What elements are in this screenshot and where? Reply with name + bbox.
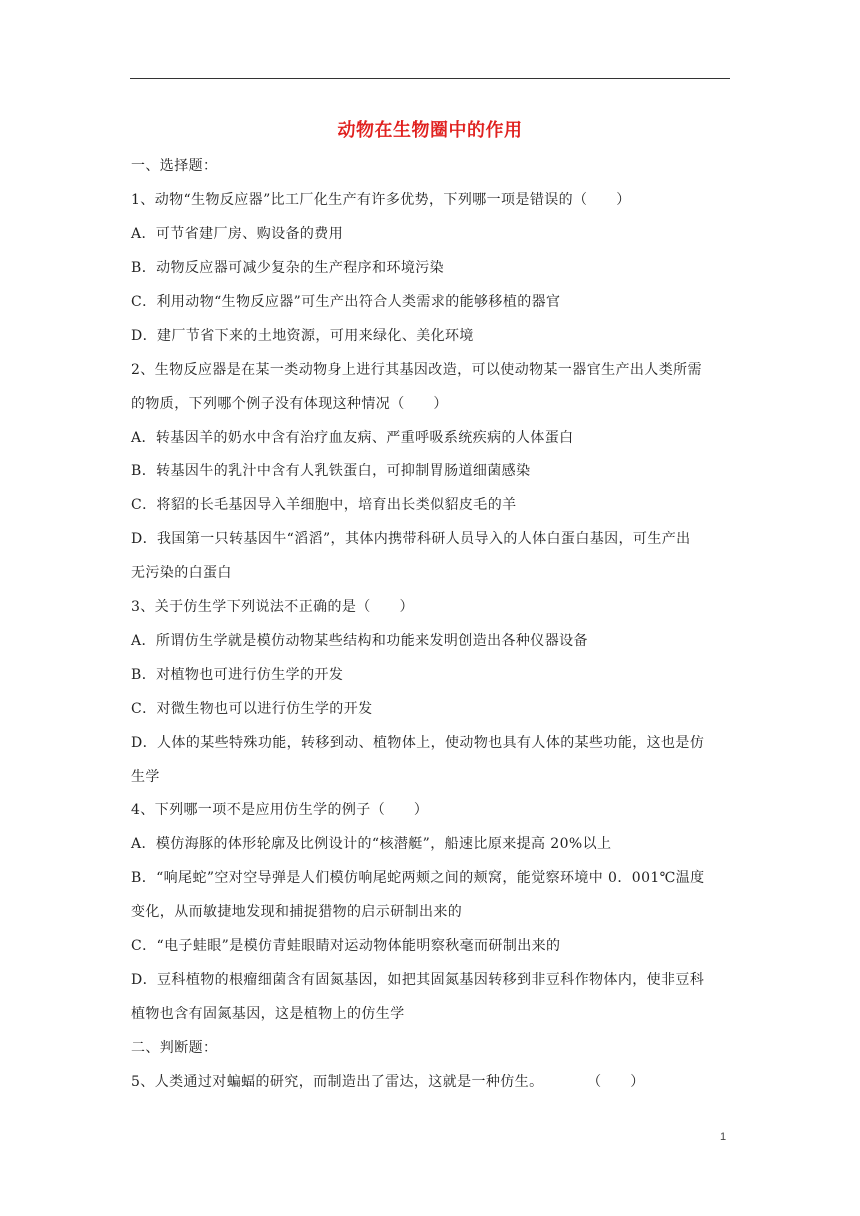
header-rule (130, 78, 730, 79)
question-2-option-a: A．转基因羊的奶水中含有治疗血友病、严重呼吸系统疾病的人体蛋白 (131, 430, 574, 446)
question-4-option-b-line2: 变化，从而敏捷地发现和捕捉猎物的启示研制出来的 (131, 904, 463, 920)
question-3-option-d-line1: D．人体的某些特殊功能，转移到动、植物体上，使动物也具有人体的某些功能，这也是仿 (131, 735, 705, 751)
question-3-option-d-line2: 生学 (131, 769, 160, 785)
page-number: 1 (720, 1131, 727, 1143)
question-2-option-c: C．将貂的长毛基因导入羊细胞中，培育出长类似貂皮毛的羊 (131, 497, 517, 513)
section-heading-choice: 一、选择题： (131, 158, 218, 174)
question-1-stem: 1、动物“生物反应器”比工厂化生产有许多优势，下列哪一项是错误的（ ） (131, 192, 631, 208)
question-4-option-c: C．“电子蛙眼”是模仿青蛙眼睛对运动物体能明察秋毫而研制出来的 (131, 938, 561, 954)
question-3-stem: 3、关于仿生学下列说法不正确的是（ ） (131, 599, 414, 615)
question-1-option-a: A．可节省建厂房、购设备的费用 (131, 226, 344, 242)
question-4-option-d-line1: D．豆科植物的根瘤细菌含有固氮基因，如把其固氮基因转移到非豆科作物体内，使非豆科 (131, 972, 705, 988)
question-2-option-d-line1: D．我国第一只转基因牛“滔滔”，其体内携带科研人员导入的人体白蛋白基因，可生产出 (131, 531, 691, 547)
question-1-option-b: B．动物反应器可减少复杂的生产程序和环境污染 (131, 260, 445, 276)
question-1-option-d: D．建厂节省下来的土地资源，可用来绿化、美化环境 (131, 328, 474, 344)
question-2-option-b: B．转基因牛的乳汁中含有人乳铁蛋白，可抑制胃肠道细菌感染 (131, 463, 531, 479)
question-2-option-d-line2: 无污染的白蛋白 (131, 565, 232, 581)
section-heading-judgement: 二、判断题： (131, 1040, 218, 1056)
question-4-option-b-line1: B．“响尾蛇”空对空导弹是人们模仿响尾蛇两颊之间的颊窝，能觉察环境中 0．001℃温度 (131, 870, 705, 886)
question-3-option-b: B．对植物也可进行仿生学的开发 (131, 667, 344, 683)
question-3-option-a: A．所谓仿生学就是模仿动物某些结构和功能来发明创造出各种仪器设备 (131, 633, 588, 649)
question-2-stem-line2: 的物质，下列哪个例子没有体现这种情况（ ） (131, 396, 448, 412)
question-3-option-c: C．对微生物也可以进行仿生学的开发 (131, 701, 373, 717)
document-title: 动物在生物圈中的作用 (337, 120, 523, 141)
question-4-option-a: A．模仿海豚的体形轮廓及比例设计的“核潜艇”，船速比原来提高 20%以上 (131, 836, 612, 852)
question-5-stem: 5、人类通过对蝙蝠的研究，而制造出了雷达，这就是一种仿生。 （ ） (131, 1074, 645, 1090)
question-2-stem-line1: 2、生物反应器是在某一类动物身上进行其基因改造，可以使动物某一器官生产出人类所需 (131, 362, 702, 378)
question-4-stem: 4、下列哪一项不是应用仿生学的例子（ ） (131, 802, 429, 818)
question-1-option-c: C．利用动物“生物反应器”可生产出符合人类需求的能够移植的器官 (131, 294, 561, 310)
question-4-option-d-line2: 植物也含有固氮基因，这是植物上的仿生学 (131, 1006, 405, 1022)
